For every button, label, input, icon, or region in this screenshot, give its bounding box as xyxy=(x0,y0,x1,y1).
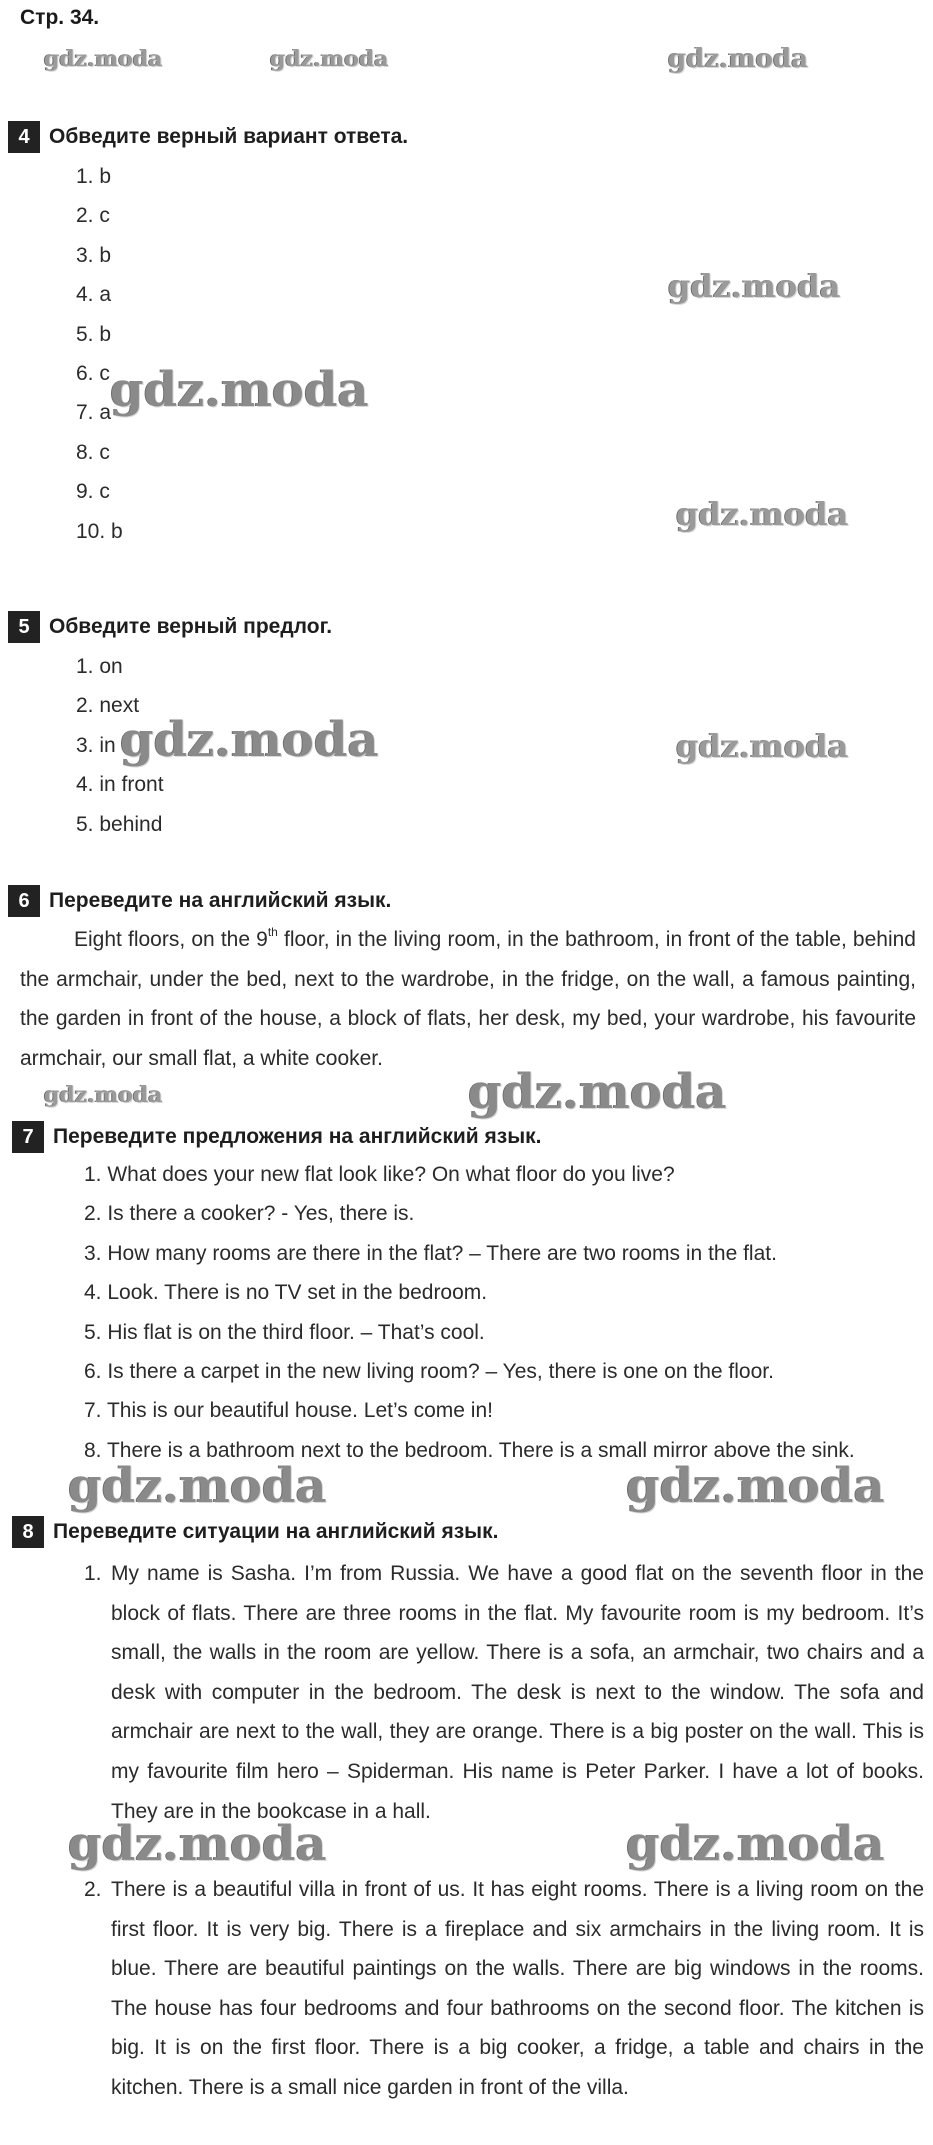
item-number: 2. xyxy=(84,1878,102,1901)
task-8-situation-2 xyxy=(84,1870,924,2108)
situation-text: There is a beautiful villa in front of us. It has eight rooms. There is a living room on the first floor. It is very big. There is a fireplace and six armchairs in the living room. It is blue. There are beautiful paintings on the walls. There are big windows in the rooms. The house has four bedrooms and four bathrooms on the second floor. The kitchen is big. It is on the first floor. There is a big cooker, a fridge, a table and chairs in the kitchen. There is a small nice garden in front of the villa. xyxy=(111,1878,924,2099)
watermark: gdz.moda xyxy=(676,495,849,533)
task-number-badge: 8 xyxy=(12,1516,44,1548)
list-item: 3. b xyxy=(76,243,112,267)
task-7-answer-list xyxy=(84,1155,855,1470)
list-item: 2. c xyxy=(76,204,110,228)
paragraph-text: Eight floors, on the 9 xyxy=(74,928,268,951)
list-item: 1. b xyxy=(76,165,112,188)
task-4-answer-list xyxy=(76,157,123,551)
watermark: gdz.moda xyxy=(68,1458,327,1514)
task-8-situation-1 xyxy=(84,1554,924,1831)
list-item: 3. in xyxy=(76,733,116,757)
task-number-badge: 7 xyxy=(12,1121,44,1153)
task-6-header xyxy=(8,884,391,918)
item-number: 1. xyxy=(84,1562,102,1585)
task-title: Переведите на английский язык. xyxy=(49,889,392,912)
watermark: gdz.moda xyxy=(468,1064,727,1120)
page-label: Стр. 34. xyxy=(20,6,100,29)
list-item: 8. There is a bathroom next to the bedroom. There is a small mirror above the sink. xyxy=(84,1438,855,1462)
task-title: Обведите верный вариант ответа. xyxy=(49,125,409,148)
task-7-header xyxy=(12,1120,542,1154)
watermark: gdz.moda xyxy=(668,267,841,305)
list-item: 1. on xyxy=(76,655,123,678)
ordinal-suffix: th xyxy=(267,925,278,939)
task-title: Обведите верный предлог. xyxy=(49,615,333,638)
watermark: gdz.moda xyxy=(676,727,849,765)
list-item: 7. This is our beautiful house. Let’s come in! xyxy=(84,1399,493,1423)
watermark: gdz.moda xyxy=(270,46,389,72)
watermark: gdz.moda xyxy=(626,1458,885,1514)
task-5-header xyxy=(8,610,332,644)
list-item: 4. Look. There is no TV set in the bedroom. xyxy=(84,1281,488,1305)
list-item: 2. next xyxy=(76,694,140,718)
task-4-header xyxy=(8,120,408,154)
task-8-header xyxy=(12,1515,498,1549)
watermark: gdz.moda xyxy=(120,712,379,768)
list-item: 9. c xyxy=(76,480,110,504)
list-item: 5. behind xyxy=(76,812,163,836)
list-item: 6. c xyxy=(76,361,110,385)
list-item: 3. How many rooms are there in the flat? – There are two rooms in the flat. xyxy=(84,1241,777,1265)
list-item: 5. His flat is on the third floor. – That’s cool. xyxy=(84,1320,485,1344)
list-item: 4. a xyxy=(76,283,112,307)
situation-text: My name is Sasha. I’m from Russia. We have a good flat on the seventh floor in the block of flats. There are three rooms in the flat. My favourite room is my bedroom. It’s small, the walls in the room are yellow. There is a sofa, an armchair, two chairs and a desk with computer in the bedroom. The desk is next to the window. The sofa and armchair are next to the wall, they are orange. There is a big poster on the wall. This is my favourite film hero – Spiderman. His name is Peter Parker. I have a lot of books. They are in the bookcase in a hall. xyxy=(111,1562,924,1823)
task-number-badge: 4 xyxy=(8,121,40,153)
list-item: 5. b xyxy=(76,322,112,346)
task-number-badge: 6 xyxy=(8,885,40,917)
list-item: 1. What does your new flat look like? On what floor do you live? xyxy=(84,1163,675,1186)
watermark: gdz.moda xyxy=(44,1082,163,1108)
task-title: Переведите ситуации на английский язык. xyxy=(53,1520,499,1543)
watermark: gdz.moda xyxy=(668,44,809,74)
task-title: Переведите предложения на английский язык. xyxy=(53,1125,542,1148)
task-6-answer-paragraph xyxy=(20,920,916,1078)
list-item: 7. a xyxy=(76,401,112,425)
list-item: 10. b xyxy=(76,519,123,543)
list-item: 6. Is there a carpet in the new living room? – Yes, there is one on the floor. xyxy=(84,1359,774,1383)
task-number-badge: 5 xyxy=(8,611,40,643)
list-item: 2. Is there a cooker? - Yes, there is. xyxy=(84,1202,415,1226)
watermark: gdz.moda xyxy=(44,46,163,72)
paragraph-text: floor, in the living room, in the bathroom, in front of the table, behind the armchair, under the bed, next to the wardrobe, in the fridge, on the wall, a famous painting, the garden in front of the house, a block of flats, her desk, my bed, your wardrobe, his favourite armchair, our small flat, a white cooker. xyxy=(20,928,916,1070)
list-item: 8. c xyxy=(76,440,110,464)
list-item: 4. in front xyxy=(76,773,164,797)
watermark: gdz.moda xyxy=(626,1816,885,1872)
watermark: gdz.moda xyxy=(68,1816,327,1872)
watermark: gdz.moda xyxy=(110,362,369,418)
